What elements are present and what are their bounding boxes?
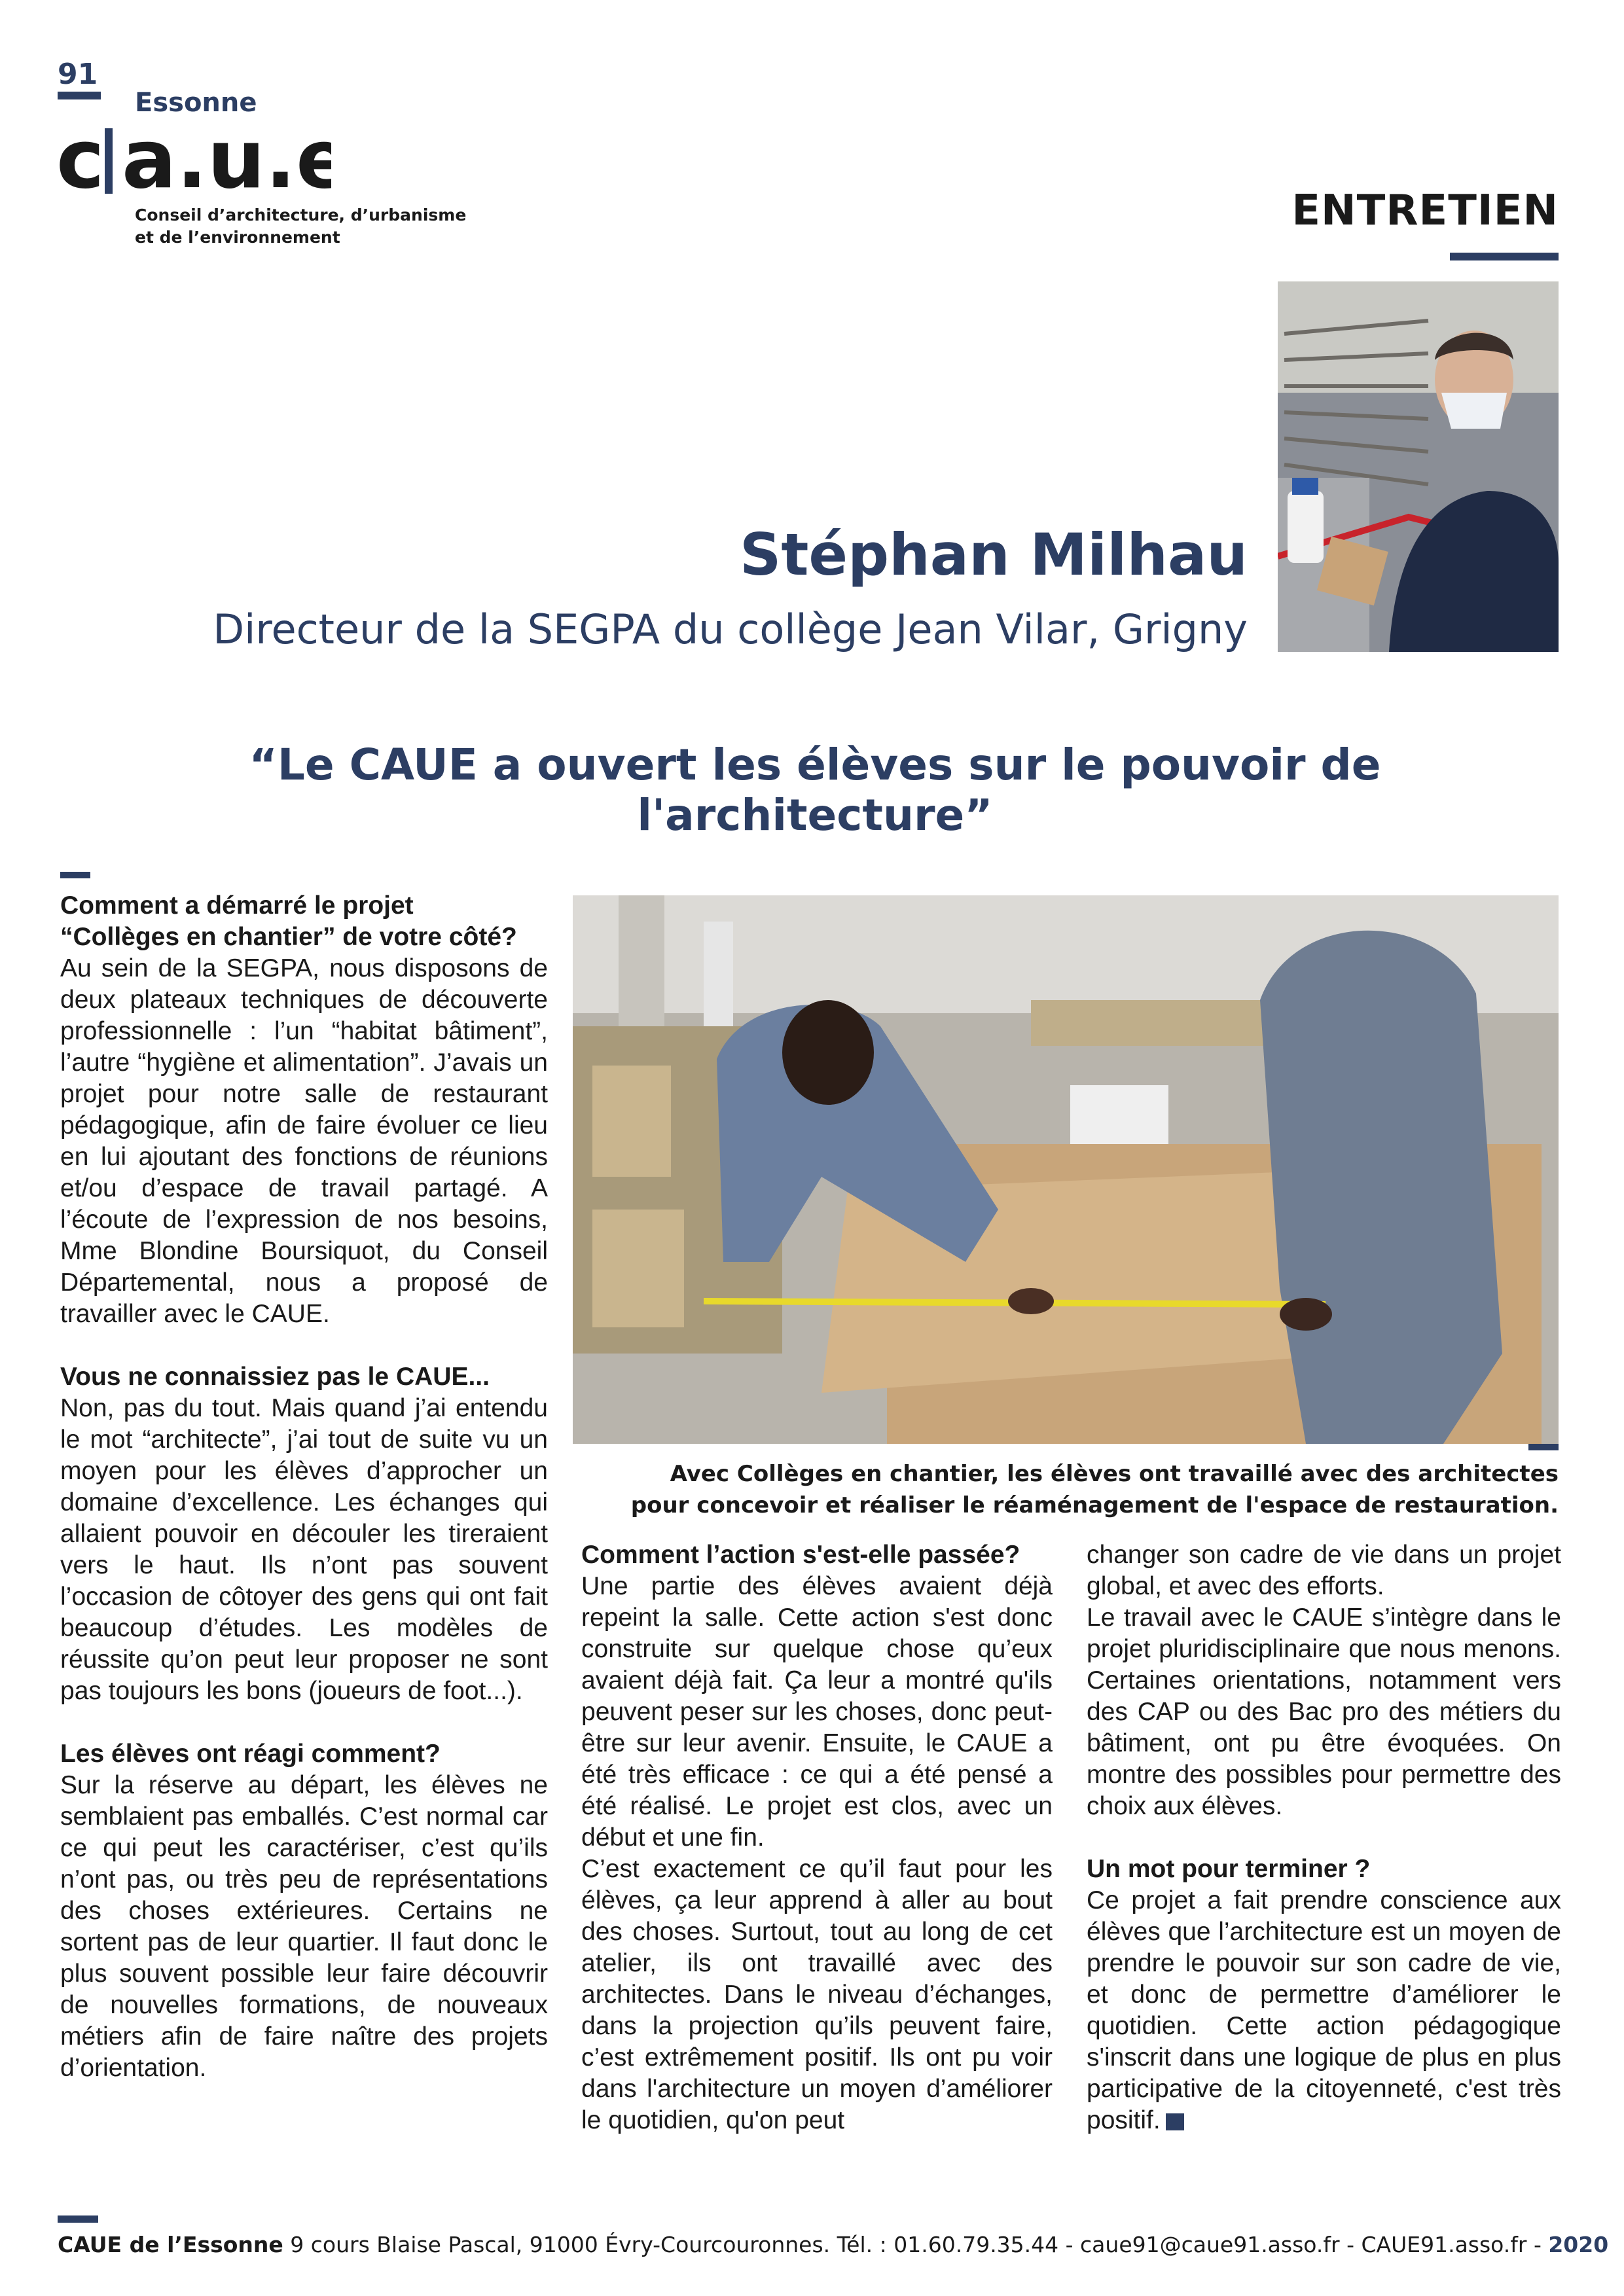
department-number: 91	[58, 58, 98, 91]
footer	[58, 2231, 1609, 2259]
section-label: ENTRETIEN	[1291, 187, 1559, 235]
answer-closing	[1087, 1885, 1561, 2136]
end-of-article-mark	[1166, 2113, 1184, 2130]
question-reaction: Les élèves ont réagi comment?	[60, 1740, 441, 1768]
photo-caption-line1: Avec Collèges en chantier, les élèves ont travaillé avec des architectes	[670, 1461, 1559, 1487]
logo-accent-bar	[58, 92, 101, 99]
logo-subtitle	[135, 204, 466, 249]
answer-pluridisciplinary: Le travail avec le CAUE s’intègre dans le projet pluridisciplinaire que nous menons. Certaines orientations, notamment vers des CAP ou des Bac pro des métiers du bâtiment, ont pu être évoquées. On montre des possibles pour permettre des choix aux élèves.	[1087, 1604, 1561, 1820]
column1-accent-bar	[60, 872, 90, 878]
caue-logo	[56, 117, 331, 202]
interviewee-name: Stéphan Milhau	[739, 521, 1248, 588]
footer-organization: CAUE de l’Essonne	[58, 2232, 283, 2257]
footer-year: 2020	[1548, 2232, 1609, 2257]
column-2	[581, 1539, 1053, 2136]
question-caue: Vous ne connaissiez pas le CAUE...	[60, 1363, 490, 1391]
answer-caue: Non, pas du tout. Mais quand j’ai entendu le mot “architecte”, j’ai tout de suite vu un moyen pour les élèves d’approcher un domaine d’excellence. Les échanges qui allaient pouvoir en découler les tireraient vers le haut. Ils n’ont pas souvent l’occasion de côtoyer des gens qui ont fait beaucoup d’études. Les modèles de réussite qu’on peut leur proposer ne sont pas toujours les bons (joueurs de foot...).	[60, 1394, 548, 1705]
photo-caption-line2: pour concevoir et réaliser le réaménagement de l'espace de restauration.	[630, 1492, 1559, 1518]
question-closing: Un mot pour terminer ?	[1087, 1855, 1371, 1883]
svg-text:a.u.e: a.u.e	[122, 117, 331, 202]
question-action: Comment l’action s'est-elle passée?	[581, 1541, 1020, 1569]
answer-closing-text: Ce projet a fait prendre conscience aux élèves que l’architecture est un moyen de prendre le pouvoir sur son cadre de vie, et donc de permettre d’améliorer le quotidien. Cette action pédagogique s'inscrit dans une logique de plus en plus participative de la citoyenneté, c'est très positif.	[1087, 1886, 1561, 2134]
answer-action-continued: changer son cadre de vie dans un projet global, et avec des efforts.	[1087, 1541, 1561, 1600]
footer-contact: 9 cours Blaise Pascal, 91000 Évry-Courcouronnes. Tél. : 01.60.79.35.44 - caue91@caue91.asso.fr - CAUE91.asso.fr -	[283, 2232, 1549, 2257]
question-start-line2: “Collèges en chantier” de votre côté?	[60, 923, 517, 951]
portrait-photo	[1278, 281, 1559, 652]
caue-wordmark	[56, 117, 331, 202]
interviewee-role: Directeur de la SEGPA du collège Jean Vilar, Grigny	[213, 605, 1248, 653]
column-1	[60, 890, 548, 2084]
answer-reaction: Sur la réserve au départ, les élèves ne semblaient pas emballés. C’est normal car ce qui peut les caractériser, c’est qu’ils n’ont pas, ou très peu de représentations des choses extérieures. Certains ne sortent pas de leur quartier. Il faut donc le plus souvent possible leur faire découvrir de nouvelles formations, de nouveaux métiers afin de faire naître des projets d’orientation.	[60, 1771, 548, 2082]
section-accent-bar	[1450, 253, 1559, 260]
question-start-line1: Comment a démarré le projet	[60, 891, 414, 920]
column-3	[1087, 1539, 1561, 2136]
caption-accent-bar	[1528, 1444, 1559, 1450]
workshop-photo	[573, 895, 1559, 1444]
answer-action-part1: Une partie des élèves avaient déjà repeint la salle. Cette action s'est donc construite sur quelque chose qu’eux avaient déjà fait. Ça leur a montré qu'ils peuvent peser sur les choses, donc peut-être sur leur avenir. Ensuite, le CAUE a été très efficace : ce qui a été pensé a été réalisé. Le projet est clos, avec un début et une fin.	[581, 1572, 1053, 1852]
department-name: Essonne	[135, 88, 257, 118]
answer-action-part2: C’est exactement ce qu’il faut pour les élèves, ça leur apprend à aller au bout des choses. Surtout, tout au long de cet atelier, ils ont travaillé avec des architectes. Dans le niveau d’échanges, dans la projection qu’ils peuvent faire, c’est extrêmement positif. Ils ont pu voir dans l'architecture un moyen d’améliorer le quotidien, qu'on peut	[581, 1855, 1053, 2134]
headline-quote: “Le CAUE a ouvert les élèves sur le pouvoir de l'architecture”	[249, 740, 1381, 840]
footer-accent-bar	[58, 2215, 98, 2223]
svg-text:c: c	[56, 117, 105, 202]
logo-subtitle-line2: et de l’environnement	[135, 228, 340, 247]
photo-caption	[631, 1458, 1559, 1521]
answer-start: Au sein de la SEGPA, nous disposons de deux plateaux techniques de découverte professionnelle : l’un “habitat bâtiment”, l’autre “hygiène et alimentation”. J’avais un projet pour notre salle de restaurant pédagogique, afin de faire évoluer ce lieu en lui ajoutant des fonctions de réunions et/ou d’espace de travail partagé. A l’écoute de l’expression de nos besoins, Mme Blondine Boursiquot, du Conseil Départemental, nous a proposé de travailler avec le CAUE.	[60, 954, 548, 1328]
logo-subtitle-line1: Conseil d’architecture, d’urbanisme	[135, 206, 467, 224]
